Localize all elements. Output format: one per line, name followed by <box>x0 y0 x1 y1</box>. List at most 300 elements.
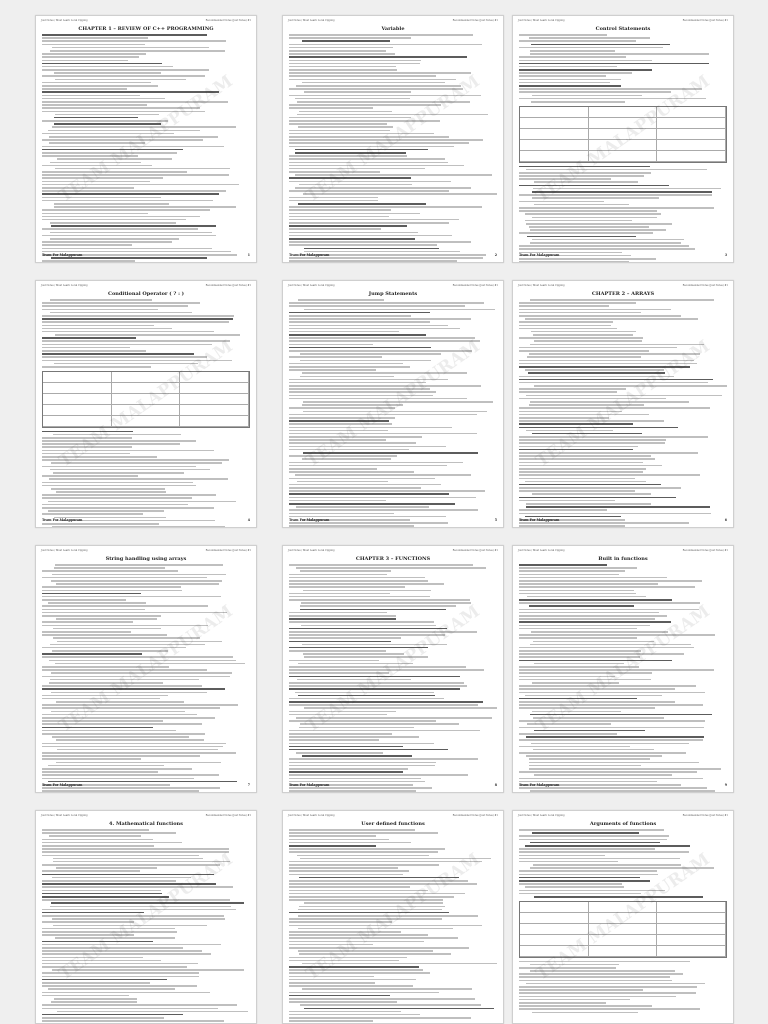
text-line <box>519 602 700 604</box>
text-line <box>533 188 721 190</box>
text-line <box>42 787 220 789</box>
text-line <box>531 44 670 46</box>
text-line <box>42 864 220 866</box>
text-line <box>50 299 152 301</box>
text-line <box>42 44 145 46</box>
text-line <box>519 647 694 649</box>
text-line <box>289 436 422 438</box>
text-line <box>42 466 196 468</box>
text-line <box>289 471 414 473</box>
text-line <box>56 739 204 741</box>
text-line <box>289 430 388 432</box>
document-page <box>35 15 257 263</box>
text-line <box>527 723 611 725</box>
text-line <box>519 166 650 168</box>
text-line <box>530 644 691 646</box>
text-line <box>534 385 727 387</box>
text-line <box>51 580 222 582</box>
text-line <box>519 599 672 601</box>
text-line <box>531 631 668 633</box>
text-line <box>289 525 414 527</box>
text-line <box>289 599 470 601</box>
text-line <box>289 972 430 974</box>
text-line <box>519 66 617 68</box>
text-line <box>519 893 641 895</box>
text-line <box>289 177 411 179</box>
text-line <box>289 79 456 81</box>
text-line <box>525 481 646 483</box>
text-line <box>519 1008 700 1010</box>
text-line <box>54 72 161 74</box>
text-line <box>534 896 703 898</box>
page-header <box>513 811 733 817</box>
watermark: TEAM MALAPPURAM <box>302 336 484 472</box>
text-line <box>519 34 607 36</box>
text-line <box>532 1012 638 1014</box>
text-line <box>42 75 205 77</box>
text-line <box>519 720 705 722</box>
text-line <box>42 886 233 888</box>
text-line <box>289 455 397 457</box>
text-line <box>519 309 671 311</box>
text-line <box>53 472 184 474</box>
text-line <box>42 321 229 323</box>
text-line <box>533 864 681 866</box>
text-line <box>42 1014 183 1016</box>
text-line <box>519 88 702 90</box>
text-line <box>51 902 244 904</box>
text-line <box>519 201 604 203</box>
text-line <box>42 921 134 923</box>
text-line <box>532 95 642 97</box>
text-line <box>519 379 713 381</box>
text-line <box>289 867 398 869</box>
text-line <box>519 590 634 592</box>
page-header-left: Just Notes / Must Learn Local Cipping <box>288 284 335 287</box>
text-line <box>519 258 656 260</box>
text-line <box>519 185 669 187</box>
text-line <box>531 743 689 745</box>
text-line <box>519 261 629 263</box>
page-header-left: Just Notes / Must Learn Local Cipping <box>41 814 88 817</box>
text-line <box>289 206 482 208</box>
text-line <box>519 577 667 579</box>
text-line <box>289 88 463 90</box>
text-line <box>50 906 231 908</box>
text-line <box>289 200 378 202</box>
text-line <box>534 181 638 183</box>
text-line <box>519 637 637 639</box>
text-line <box>42 459 229 461</box>
text-line <box>289 711 396 713</box>
text-line <box>289 969 423 971</box>
text-line <box>532 217 657 219</box>
text-line <box>289 893 465 895</box>
text-line <box>289 829 415 831</box>
text-line <box>530 964 619 966</box>
page-header <box>36 811 256 817</box>
text-line <box>42 139 203 141</box>
text-line <box>289 462 463 464</box>
text-line <box>295 152 406 154</box>
page-title: Conditional Operator ( ? : ) <box>107 291 185 297</box>
text-line <box>42 104 147 106</box>
text-line <box>519 593 636 595</box>
text-line <box>42 1017 164 1019</box>
text-line <box>297 679 411 681</box>
text-line <box>303 452 478 454</box>
text-line <box>532 493 651 495</box>
page-header-right: Recommended Notes (Just Notes) #1 <box>205 814 251 817</box>
text-line <box>300 353 441 355</box>
text-line <box>519 69 652 71</box>
text-line <box>51 488 165 490</box>
text-line <box>519 446 638 448</box>
text-line <box>519 525 625 527</box>
text-line <box>519 656 640 658</box>
text-line <box>42 133 174 135</box>
text-line <box>289 864 439 866</box>
text-line <box>519 366 690 368</box>
text-line <box>289 835 376 837</box>
watermark: TEAM MALAPPURAM <box>55 849 237 985</box>
text-line <box>53 925 207 927</box>
text-line <box>289 912 449 914</box>
page-header-right: Recommended Notes (Just Notes) #1 <box>205 284 251 287</box>
text-line <box>54 363 198 365</box>
text-line <box>289 165 464 167</box>
text-line <box>42 177 163 179</box>
text-line <box>42 727 153 729</box>
text-line <box>519 60 652 62</box>
text-line <box>519 337 643 339</box>
text-line <box>42 746 223 748</box>
page-number: 1 <box>247 253 250 257</box>
text-line <box>519 245 689 247</box>
text-line <box>289 305 465 307</box>
text-line <box>289 787 432 789</box>
text-line <box>49 660 236 662</box>
text-line <box>289 593 390 595</box>
page-header <box>36 16 256 22</box>
text-line <box>519 980 672 982</box>
page-title: Built in functions <box>598 556 648 562</box>
text-line <box>289 120 440 122</box>
text-line <box>42 1020 224 1022</box>
page-header-right: Recommended Notes (Just Notes) #1 <box>682 284 728 287</box>
text-line <box>519 391 617 393</box>
text-line <box>42 513 143 515</box>
text-line <box>519 325 611 327</box>
text-line <box>519 989 643 991</box>
text-line <box>42 475 138 477</box>
text-line <box>289 439 386 441</box>
text-line <box>519 490 635 492</box>
text-line <box>49 682 163 684</box>
text-line <box>42 446 132 448</box>
text-line <box>519 455 651 457</box>
text-line <box>298 950 433 952</box>
page-header-left: Just Notes / Must Learn Local Cipping <box>288 19 335 22</box>
text-line <box>289 420 389 422</box>
text-line <box>303 590 431 592</box>
text-line <box>289 641 391 643</box>
text-line <box>51 462 222 464</box>
text-line <box>42 504 188 506</box>
text-line <box>299 906 445 908</box>
text-line <box>304 1008 494 1010</box>
text-line <box>289 883 477 885</box>
text-line <box>49 142 145 144</box>
text-line <box>529 605 634 607</box>
text-line <box>42 53 146 55</box>
text-line <box>42 899 230 901</box>
text-line <box>289 446 446 448</box>
page-header-left: Just Notes / Must Learn Local Cipping <box>518 814 565 817</box>
text-line <box>532 239 684 241</box>
text-line <box>42 829 149 831</box>
text-line <box>289 407 395 409</box>
text-line <box>289 998 475 1000</box>
text-line <box>42 669 207 671</box>
text-line <box>532 711 621 713</box>
text-line <box>42 634 167 636</box>
text-line <box>289 369 376 371</box>
text-line <box>289 944 373 946</box>
page-footer <box>519 253 727 257</box>
text-line <box>289 382 426 384</box>
text-line <box>42 440 196 442</box>
text-line <box>519 91 671 93</box>
text-line <box>42 656 233 658</box>
text-line <box>519 79 621 81</box>
text-line <box>289 325 448 327</box>
text-line <box>302 40 390 42</box>
page-table <box>519 106 727 163</box>
text-line <box>519 609 699 611</box>
text-line <box>530 714 712 716</box>
text-line <box>519 858 680 860</box>
text-line <box>289 465 447 467</box>
text-line <box>289 637 401 639</box>
text-line <box>42 337 136 339</box>
text-line <box>42 704 238 706</box>
text-line <box>289 842 411 844</box>
text-line <box>42 152 177 154</box>
text-line <box>289 992 439 994</box>
text-line <box>297 101 470 103</box>
text-line <box>289 979 416 981</box>
text-line <box>526 430 613 432</box>
text-line <box>289 701 483 703</box>
text-line <box>289 685 467 687</box>
text-line <box>42 523 159 525</box>
page-footer <box>289 518 497 522</box>
text-line <box>42 181 150 183</box>
text-line <box>289 241 471 243</box>
page-header-left: Just Notes / Must Learn Local Cipping <box>41 284 88 287</box>
text-line <box>52 918 225 920</box>
text-line <box>519 427 678 429</box>
page-footer <box>289 783 497 787</box>
text-line <box>519 207 714 209</box>
text-line <box>519 580 702 582</box>
page-title: Jump Statements <box>368 291 418 297</box>
text-line <box>519 727 704 729</box>
text-line <box>289 312 430 314</box>
text-line <box>519 999 630 1001</box>
text-line <box>42 340 230 342</box>
text-line <box>289 1020 373 1022</box>
text-line <box>289 133 434 135</box>
text-line <box>304 248 439 250</box>
text-line <box>519 669 714 671</box>
text-line <box>42 912 144 914</box>
text-line <box>52 877 191 879</box>
page-header-left: Just Notes / Must Learn Local Cipping <box>288 814 335 817</box>
text-line <box>289 427 452 429</box>
text-line <box>42 963 198 965</box>
text-line <box>289 522 448 524</box>
text-line <box>56 583 219 585</box>
text-line <box>289 171 380 173</box>
page-body-text <box>283 829 503 1024</box>
text-line <box>42 979 167 981</box>
text-line <box>303 411 487 413</box>
text-line <box>42 730 176 732</box>
page-title: Control Statements <box>595 26 651 32</box>
text-line <box>519 672 652 674</box>
page-title: CHAPTER 3 – FUNCTIONS <box>355 556 431 562</box>
text-line <box>289 669 484 671</box>
text-line <box>519 63 709 65</box>
page-body-text <box>283 34 503 263</box>
text-line <box>42 944 221 946</box>
text-line <box>529 758 650 760</box>
text-line <box>289 768 408 770</box>
text-line <box>519 618 655 620</box>
page-footer-left: Team For Malappuram <box>289 783 330 787</box>
text-line <box>530 344 704 346</box>
text-line <box>519 522 689 524</box>
text-line <box>289 414 477 416</box>
text-line <box>298 663 413 665</box>
text-line <box>519 880 650 882</box>
text-line <box>519 973 683 975</box>
text-line <box>289 340 480 342</box>
text-line <box>289 417 395 419</box>
watermark: TEAM MALAPPURAM <box>55 71 237 207</box>
text-line <box>42 615 161 617</box>
text-line <box>289 260 457 262</box>
text-line <box>42 431 133 433</box>
text-line <box>519 967 616 969</box>
text-line <box>54 206 236 208</box>
text-line <box>297 481 388 483</box>
text-line <box>519 513 711 515</box>
page-footer-left: Team For Malappuram <box>42 253 83 257</box>
text-line <box>289 350 472 352</box>
text-line <box>519 439 666 441</box>
text-line <box>519 829 664 831</box>
text-line <box>302 644 447 646</box>
text-line <box>297 855 429 857</box>
text-line <box>519 650 641 652</box>
text-line <box>289 95 481 97</box>
text-line <box>56 762 221 764</box>
text-line <box>519 778 703 780</box>
watermark: TEAM MALAPPURAM <box>302 849 484 985</box>
text-line <box>42 171 187 173</box>
document-page <box>282 280 504 528</box>
text-line <box>526 983 705 985</box>
text-line <box>289 69 397 71</box>
page-header-right: Recommended Notes (Just Notes) #1 <box>205 549 251 552</box>
text-line <box>519 704 703 706</box>
text-line <box>42 586 181 588</box>
text-line <box>42 200 213 202</box>
page-number: 5 <box>494 518 497 522</box>
text-line <box>289 574 387 576</box>
text-line <box>52 736 189 738</box>
page-header-left: Just Notes / Must Learn Local Cipping <box>518 284 565 287</box>
text-line <box>289 976 374 978</box>
text-line <box>519 621 671 623</box>
text-line <box>42 165 152 167</box>
text-line <box>304 91 411 93</box>
text-line <box>533 749 654 751</box>
text-line <box>528 372 665 374</box>
text-line <box>42 146 224 148</box>
page-header-right: Recommended Notes (Just Notes) #1 <box>682 814 728 817</box>
text-line <box>50 312 192 314</box>
text-line <box>289 468 377 470</box>
text-line <box>289 318 471 320</box>
text-line <box>529 404 644 406</box>
text-line <box>519 707 655 709</box>
text-line <box>55 79 186 81</box>
text-line <box>519 1002 606 1004</box>
text-line <box>289 921 392 923</box>
text-line <box>298 203 426 205</box>
text-line <box>289 34 473 36</box>
text-line <box>42 450 214 452</box>
text-line <box>525 369 664 371</box>
text-line <box>299 184 412 186</box>
text-line <box>42 698 160 700</box>
text-line <box>289 845 376 847</box>
page-header-left: Just Notes / Must Learn Local Cipping <box>41 549 88 552</box>
text-line <box>530 790 715 792</box>
text-line <box>42 647 186 649</box>
text-line <box>533 717 664 719</box>
text-line <box>42 174 229 176</box>
document-page <box>512 15 734 263</box>
text-line <box>532 832 639 834</box>
text-line <box>289 666 466 668</box>
text-line <box>519 746 630 748</box>
text-line <box>519 615 667 617</box>
page-body-text <box>513 564 733 793</box>
text-line <box>48 501 236 503</box>
text-line <box>52 47 209 49</box>
text-line <box>48 130 200 132</box>
text-line <box>519 232 653 234</box>
text-line <box>289 63 420 65</box>
text-line <box>42 120 168 122</box>
text-line <box>42 63 162 65</box>
text-line <box>526 736 704 738</box>
